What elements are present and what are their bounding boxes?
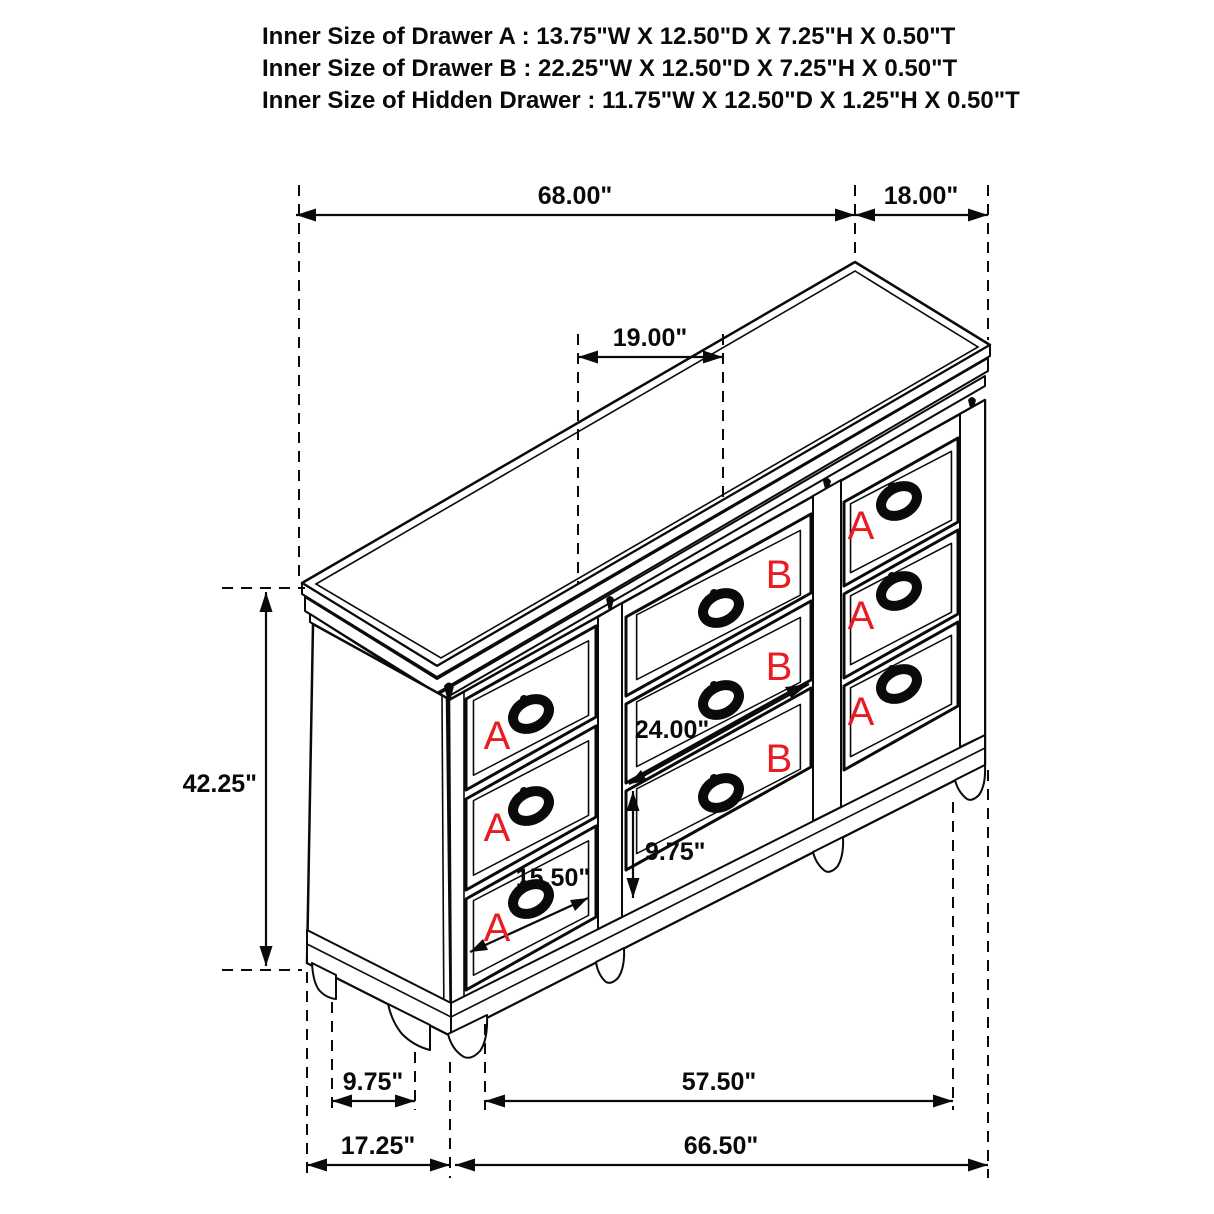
- dim-overall-height: 42.25": [182, 770, 257, 798]
- drawer-label-b2: B: [765, 645, 793, 689]
- drawer-label-a1: A: [483, 714, 511, 758]
- dim-hidden-drawer-height: 9.75": [645, 838, 706, 866]
- header: [262, 23, 1020, 114]
- drawer-label-a2: A: [483, 806, 511, 850]
- drawer-label-b1: B: [765, 553, 793, 597]
- header-line-drawer-b: Inner Size of Drawer B : 22.25"W X 12.50"D X 7.25"H X 0.50"T: [262, 55, 958, 82]
- dim-top-depth: 18.00": [883, 182, 959, 210]
- drawer-label-a6: A: [847, 690, 875, 734]
- dim-foot-spacing: 9.75": [342, 1068, 404, 1096]
- header-line-drawer-a: Inner Size of Drawer A : 13.75"W X 12.50"D X 7.25"H X 0.50"T: [262, 23, 956, 50]
- drawer-label-a4: A: [847, 504, 875, 548]
- dim-side-depth: 17.25": [340, 1132, 416, 1160]
- dim-center-section-width: 24.00": [634, 716, 710, 744]
- dresser-drawing: [302, 262, 990, 1058]
- drawer-label-a5: A: [847, 594, 875, 638]
- dim-top-setback: 19.00": [612, 324, 688, 352]
- dim-drawer-a-width: 15.50": [515, 864, 591, 892]
- dim-overall-width: 68.00": [537, 182, 613, 210]
- dim-front-width: 66.50": [683, 1132, 759, 1160]
- dim-front-drawer-span: 57.50": [681, 1068, 757, 1096]
- drawer-label-b3: B: [765, 737, 793, 781]
- header-line-hidden-drawer: Inner Size of Hidden Drawer : 11.75"W X 12.50"D X 1.25"H X 0.50"T: [262, 87, 1020, 114]
- drawer-label-a3: A: [483, 906, 511, 950]
